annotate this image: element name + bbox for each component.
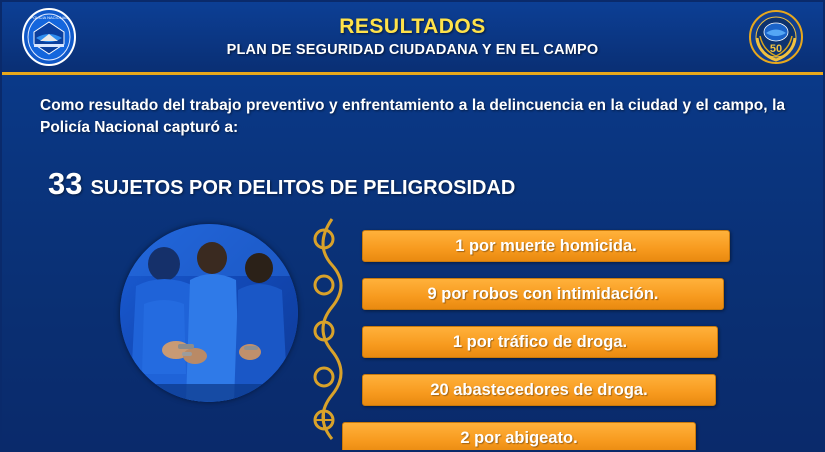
list-item [362, 326, 718, 358]
svg-text:POLICIA NACIONAL: POLICIA NACIONAL [30, 15, 68, 20]
results-bar-list [332, 230, 712, 452]
policia-nacional-crest-icon [20, 8, 78, 66]
intro-paragraph: Como resultado del trabajo preventivo y enfrentamiento a la delincuencia en la ciudad y el campo, la Policía Nacional capturó a: [40, 97, 785, 137]
bar-label: 2 por abigeato. [460, 428, 578, 447]
list-item [342, 422, 696, 452]
bar-label: 20 abastecedores de droga. [430, 380, 648, 399]
bar-label: 1 por muerte homicida. [455, 236, 637, 255]
headline [48, 166, 823, 202]
page-subtitle: PLAN DE SEGURIDAD CIUDADANA Y EN EL CAMPO [226, 42, 599, 59]
anniversary-crest-icon [747, 8, 805, 66]
bar-label: 1 por tráfico de droga. [452, 332, 628, 351]
bar-label: 9 por robos con intimidación. [427, 284, 659, 303]
headline-label: SUJETOS POR DELITOS DE PELIGROSIDAD [90, 176, 516, 199]
headline-count: 33 [48, 165, 83, 201]
header-title-group [227, 15, 599, 59]
detainees-photo [120, 224, 298, 402]
list-item [362, 278, 724, 310]
list-item [362, 230, 730, 262]
svg-text:50: 50 [769, 43, 783, 55]
list-item [362, 374, 716, 406]
page-title: RESULTADOS [339, 15, 486, 39]
slide-header [2, 2, 823, 75]
